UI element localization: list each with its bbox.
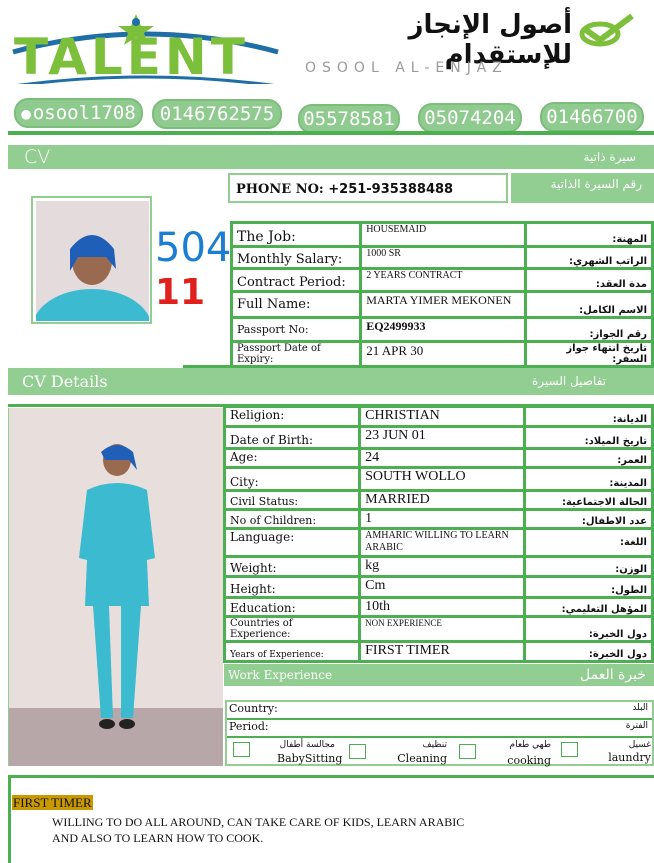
period-row: Period: الفترة (227, 720, 652, 738)
cv-title: CV (24, 146, 51, 168)
snapchat-icon: ● (21, 103, 31, 123)
cv-number-label: رقم السيرة الذاتية (511, 173, 654, 203)
checkmark-logo-icon (576, 12, 636, 48)
snapchat-contact[interactable]: ● osool1708 (14, 98, 143, 128)
work-experience-box (225, 700, 654, 766)
cv-title-arabic: سيرة ذاتية (583, 150, 636, 164)
phone-number: +251-935388488 (328, 182, 454, 197)
full-body-photo-image (9, 408, 223, 766)
table-row: Passport Date of Expiry: 21 APR 30 تاريخ انتهاء جواز السفر: (232, 342, 653, 367)
table-row: City: SOUTH WOLLO المدينة: (225, 468, 653, 491)
skills-row: مجالسة أطفال BabySitting تنظيف Cleaning طهي طعام cooking غسيل laundry (227, 738, 652, 766)
table-row: Age: 24 العمر: (225, 449, 653, 468)
portrait-photo (36, 201, 149, 321)
job-info-table (230, 221, 654, 368)
laundry-checkbox[interactable] (561, 742, 578, 757)
education-value: 10th (360, 598, 525, 617)
table-row: Date of Birth: 23 JUN 01 تاريخ الميلاد: (225, 427, 653, 449)
table-row: Full Name: MARTA YIMER MEKONEN الاسم الكامل: (232, 292, 653, 318)
details-table (223, 405, 654, 663)
remarks-line-1: WILLING TO DO ALL AROUND, CAN TAKE CARE OF KIDS, LEARN ARABIC (52, 815, 465, 829)
remarks-box (8, 775, 654, 863)
header-divider (8, 131, 654, 135)
full-body-photo (8, 408, 222, 766)
remarks-line-2: AND ALSO TO LEARN HOW TO COOK. (52, 831, 264, 845)
work-experience-bar: Work Experience خبرة العمل (224, 664, 654, 686)
table-row: Weight: kg الوزن: (225, 557, 653, 577)
cv-number-primary: 504 (155, 225, 232, 271)
babysitting-checkbox[interactable] (233, 742, 250, 757)
remarks-highlight: FIRST TIMER (13, 795, 92, 810)
cleaning-checkbox[interactable] (349, 744, 366, 759)
contact-phone-4[interactable]: 01466700 (540, 102, 644, 132)
cv-section-bar (8, 145, 654, 169)
osool-logo-arabic: أصول الإنجاز للإستقدام (408, 10, 572, 70)
table-row: Countries of Experience: NON EXPERIENCE دول الخبرة: (225, 617, 653, 642)
contact-phone-3[interactable]: 05074204 (418, 103, 522, 133)
table-row: Civil Status: MARRIED الحالة الاجتماعية: (225, 491, 653, 510)
table-row: Height: Cm الطول: (225, 577, 653, 598)
osool-logo-english: OSOOL AL-ENJAZ (305, 60, 508, 76)
table-row: Religion: CHRISTIAN الديانة: (225, 407, 653, 427)
phone-box: PHONE NO: +251-935388488 (228, 173, 508, 203)
portrait-photo-frame (31, 196, 152, 324)
cv-number-secondary: 11 (155, 272, 206, 313)
table-row: No of Children: 1 عدد الاطفال: (225, 510, 653, 529)
talent-logo: TALENT (0, 0, 290, 92)
table-row: Language: AMHARIC WILLING TO LEARN ARABIC اللغة: (225, 529, 653, 557)
contact-phone-2[interactable]: 05578581 (298, 104, 400, 134)
table-row: Passport No: EQ2499933 رقم الجواز: (232, 318, 653, 342)
cv-details-bar: CV Details تفاصيل السيرة (8, 368, 654, 395)
table-row: Education: 10th المؤهل التعليمي: (225, 598, 653, 617)
country-row: Country: البلد (227, 702, 652, 720)
cooking-checkbox[interactable] (459, 744, 476, 759)
table-row: Monthly Salary: 1000 SR الراتب الشهري: (232, 247, 653, 269)
table-row: Years of Experience: FIRST TIMER دول الخبرة: (225, 642, 653, 662)
table-row: Contract Period: 2 YEARS CONTRACT مدة العقد: (232, 269, 653, 292)
contact-phone-1[interactable]: 0146762575 (152, 99, 282, 129)
table-row: The Job: HOUSEMAID المهنة: (232, 223, 653, 247)
